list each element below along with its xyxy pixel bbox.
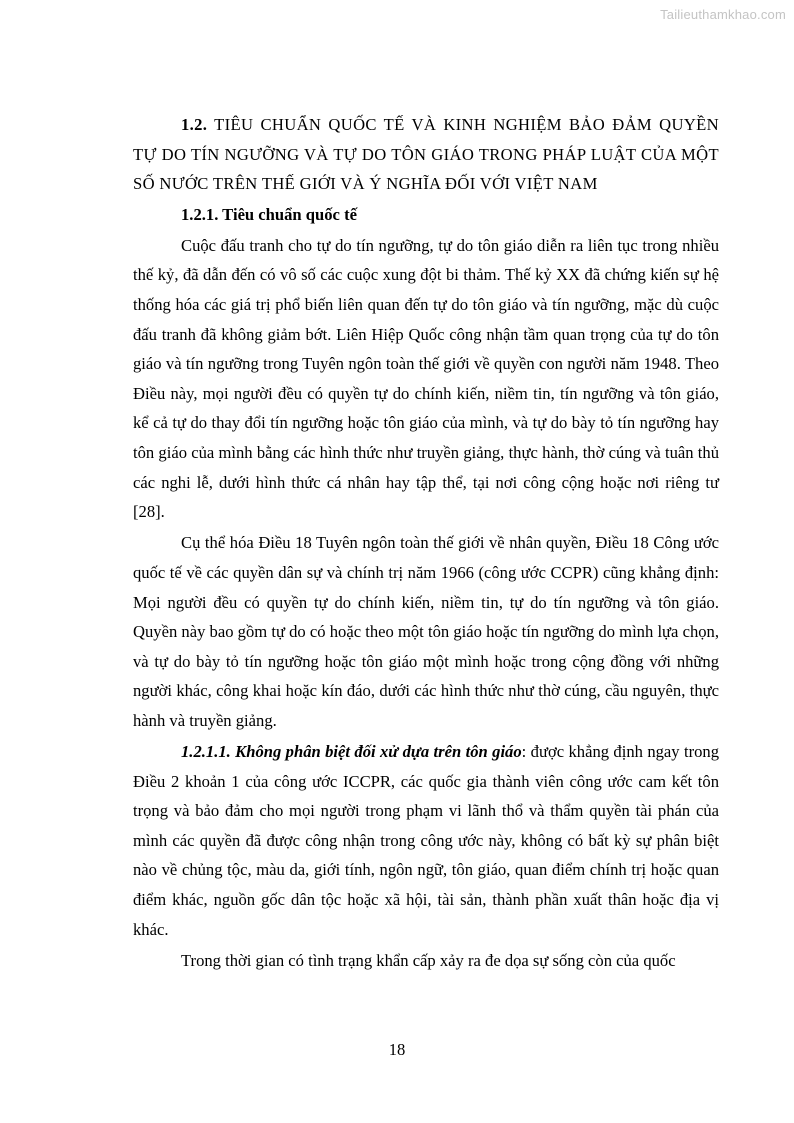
subsection-heading: 1.2.1. Tiêu chuẩn quốc tế (181, 204, 357, 224)
section-heading (133, 110, 719, 199)
page-number: 18 (388, 1040, 406, 1059)
section-number: 1.2. (181, 115, 208, 134)
page-body (133, 110, 719, 975)
paragraph-1: Cuộc đấu tranh cho tự do tín ngưỡng, tự do tôn giáo diễn ra liên tục trong nhiều thế kỷ, đã dẫn đến có vô số các cuộc xung đột bi thảm. Thế kỷ XX đã chứng kiến sự hệ thống hóa các giá trị phổ biến liên quan đến tự do tôn giáo và tín ngưỡng, mặc dù cuộc đấu tranh đã không giảm bớt. Liên Hiệp Quốc công nhận tầm quan trọng của tự do tôn giáo và tín ngưỡng trong Tuyên ngôn toàn thế giới về quyền con người năm 1948. Theo Điều này, mọi người đều có quyền tự do chính kiến, niềm tin, tín ngưỡng và tôn giáo, kể cả tự do thay đổi tín ngưỡng hoặc tôn giáo của mình, và tự do bày tỏ tín ngưỡng hay tôn giáo của mình bằng các hình thức như truyền giảng, thực hành, thờ cúng và tuân thủ các nghi lễ, dưới hình thức cá nhân hay tập thể, tại nơi công cộng hoặc nơi riêng tư [28]. (133, 235, 719, 522)
paragraph-2: Cụ thể hóa Điều 18 Tuyên ngôn toàn thế giới về nhân quyền, Điều 18 Công ước quốc tế về các quyền dân sự và chính trị năm 1966 (công ước CCPR) cũng khẳng định: Mọi người đều có quyền tự do chính kiến, niềm tin, tự do tín ngưỡng và tôn giáo. Quyền này bao gồm tự do có hoặc theo một tôn giáo hoặc tín ngưỡng do mình lựa chọn, và tự do bày tỏ tín ngưỡng hoặc tôn giáo một mình hoặc trong cộng đồng với những người khác, công khai hoặc kín đáo, dưới các hình thức như thờ cúng, cầu nguyên, thực hành và truyền giảng. (133, 533, 719, 730)
paragraph-3-body: : được khẳng định ngay trong Điều 2 khoản 1 của công ước ICCPR, các quốc gia thành viên công ước cam kết tôn trọng và bảo đảm cho mọi người trong phạm vi lãnh thổ và thẩm quyền tài phán của mình các quyền đã được công nhận trong công ước này, không có bất kỳ sự phân biệt nào về chủng tộc, màu da, giới tính, ngôn ngữ, tôn giáo, quan điểm chính trị hoặc quan điểm khác, nguồn gốc dân tộc hoặc xã hội, tài sản, thành phần xuất thân hoặc địa vị khác. (133, 741, 719, 939)
paragraph-3 (133, 737, 719, 944)
watermark-text: Tailieuthamkhao.com (660, 7, 786, 22)
paragraph-4: Trong thời gian có tình trạng khẩn cấp xảy ra đe dọa sự sống còn của quốc (181, 950, 676, 970)
paragraph-3-heading: 1.2.1.1. Không phân biệt đối xử dựa trên tôn giáo (181, 741, 522, 761)
section-title: TIÊU CHUẨN QUỐC TẾ VÀ KINH NGHIỆM BẢO ĐẢM QUYỀN TỰ DO TÍN NGƯỠNG VÀ TỰ DO TÔN GIÁO TRONG PHÁP LUẬT CỦA MỘT SỐ NƯỚC TRÊN THẾ GIỚI VÀ Ý NGHĨA ĐỐI VỚI VIỆT NAM (133, 115, 719, 194)
